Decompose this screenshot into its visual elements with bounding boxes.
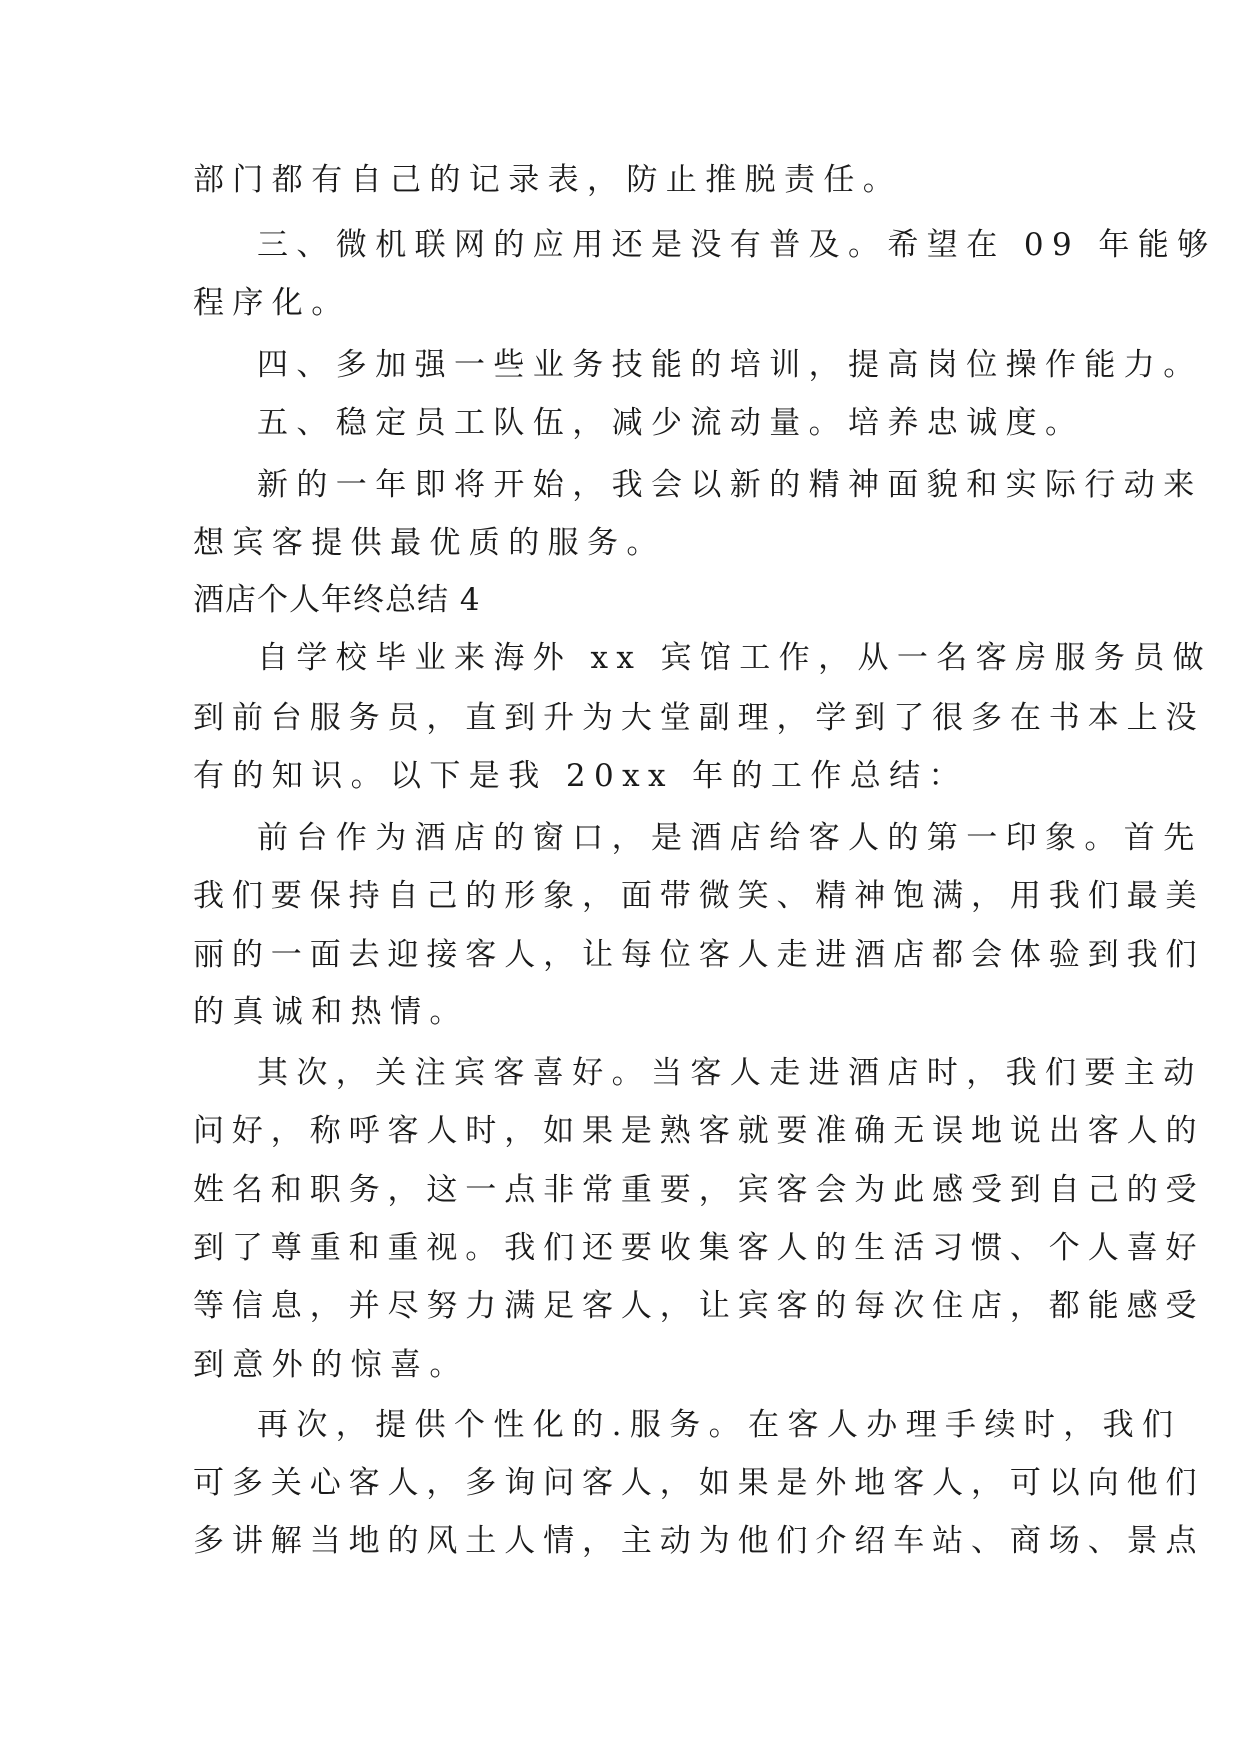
text-line: 多讲解当地的风土人情，主动为他们介绍车站、商场、景点 [193, 1523, 1205, 1559]
section-heading: 酒店个人年终总结 4 [193, 582, 481, 618]
text-line: 程序化。 [193, 285, 351, 321]
text-line: 我们要保持自己的形象，面带微笑、精神饱满，用我们最美 [193, 878, 1205, 914]
text-line: 到了尊重和重视。我们还要收集客人的生活习惯、个人喜好 [193, 1230, 1205, 1266]
text-line: 的真诚和热情。 [193, 994, 469, 1030]
text-line: 问好，称呼客人时，如果是熟客就要准确无误地说出客人的 [193, 1113, 1205, 1149]
text-line: 自学校毕业来海外 xx 宾馆工作，从一名客房服务员做 [257, 640, 1213, 676]
text-line: 想宾客提供最优质的服务。 [193, 525, 666, 561]
text-line: 四、多加强一些业务技能的培训，提高岗位操作能力。 [257, 347, 1203, 383]
text-line: 有的知识。以下是我 20xx 年的工作总结： [193, 758, 968, 794]
text-line: 姓名和职务，这一点非常重要，宾客会为此感受到自己的受 [193, 1172, 1205, 1208]
text-line: 三、微机联网的应用还是没有普及。希望在 09 年能够 [257, 227, 1217, 263]
text-line: 到意外的惊喜。 [193, 1347, 469, 1383]
text-line: 再次，提供个性化的.服务。在客人办理手续时，我们 [257, 1407, 1182, 1443]
text-line: 新的一年即将开始，我会以新的精神面貌和实际行动来 [257, 467, 1203, 503]
text-line: 前台作为酒店的窗口，是酒店给客人的第一印象。首先 [257, 820, 1203, 856]
text-line: 等信息，并尽努力满足客人，让宾客的每次住店，都能感受 [193, 1288, 1205, 1324]
text-line: 五、稳定员工队伍，减少流动量。培养忠诚度。 [257, 405, 1085, 441]
text-line: 部门都有自己的记录表，防止推脱责任。 [193, 162, 903, 198]
text-line: 丽的一面去迎接客人，让每位客人走进酒店都会体验到我们 [193, 937, 1205, 973]
text-line: 到前台服务员，直到升为大堂副理，学到了很多在书本上没 [193, 700, 1205, 736]
text-line: 可多关心客人，多询问客人，如果是外地客人，可以向他们 [193, 1465, 1205, 1501]
text-line: 其次，关注宾客喜好。当客人走进酒店时，我们要主动 [257, 1055, 1203, 1091]
